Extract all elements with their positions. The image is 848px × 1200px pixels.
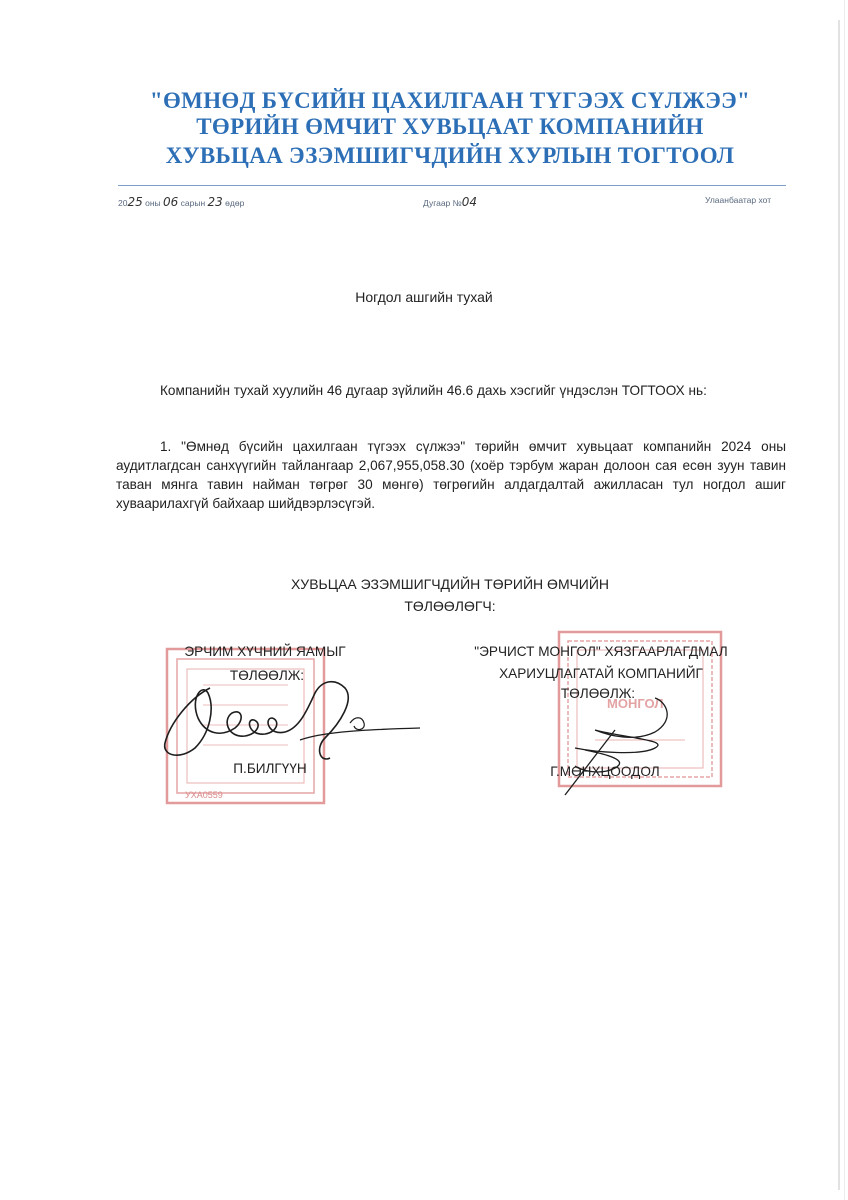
representative-label: ТӨЛӨӨЛӨГЧ: — [404, 598, 496, 614]
right-signature — [555, 690, 705, 800]
number-handwritten: 04 — [461, 195, 478, 209]
left-signatory-org: ЭРЧИМ ХҮЧНИЙ ЯАМЫГ — [184, 644, 346, 659]
representative-title: ХУВЬЦАА ЭЗЭМШИГЧДИЙН ТӨРИЙН ӨМЧИЙН — [290, 576, 610, 592]
date-year-handwritten: 25 — [127, 195, 143, 209]
date-year-prefix: 20 — [118, 198, 128, 208]
right-signatory-org-line2: ХАРИУЦЛАГАТАЙ КОМПАНИЙГ — [499, 666, 703, 681]
body-paragraph-basis: Компанийн тухай хуулийн 46 дугаар зүйлийн 46.6 дахь хэсгийг үндэслэн ТОГТООХ нь: — [160, 383, 707, 398]
body-paragraph-decision: 1. "Өмнөд бүсийн цахилгаан түгээх сүлжээ" төрийн өмчит хувьцаат компанийн 2024 оны аудитлагдсан санхүүгийн тайлангаар 2,067,955,058.30 (хоёр тэрбум жаран долоон сая есөн зуун тавин таван мянга тавин найман төгрөг 30 мөнгө) төгрөгийн алдагдалтай ажилласан тул ногдол ашиг хуваарилахгүй байхаар шийдвэрлэсүгэй. — [116, 439, 786, 511]
header-company-name: "ӨМНӨД БҮСИЙН ЦАХИЛГААН ТҮГЭЭХ СҮЛЖЭЭ" — [149, 88, 751, 113]
right-signatory-org-line1: "ЭРЧИСТ МОНГОЛ" ХЯЗГААРЛАГДМАЛ — [474, 644, 728, 659]
left-signatory-name: П.БИЛГҮҮН — [233, 761, 307, 776]
right-signatory-name: Г.МӨНХЦООДОЛ — [550, 764, 660, 779]
date-month-suffix: сарын — [178, 198, 208, 208]
date-year-suffix: оны — [142, 198, 164, 208]
left-signatory-role: ТӨЛӨӨЛЖ: — [229, 668, 305, 683]
ministry-stamp-code: УХА0559 — [185, 790, 223, 800]
header-resolution-title: ХУВЬЦАА ЭЗЭМШИГЧДИЙН ХУРЛЫН ТОГТООЛ — [165, 143, 735, 168]
company-stamp-text: МОНГОЛ — [607, 696, 664, 711]
resolution-subject: Ногдол ашгийн тухай — [355, 289, 493, 305]
header-divider — [118, 185, 786, 186]
left-signature — [150, 668, 430, 778]
date-month-handwritten: 06 — [163, 195, 179, 209]
resolution-number — [423, 195, 477, 209]
number-label: Дугаар № — [423, 198, 462, 208]
date-day-handwritten: 23 — [207, 195, 223, 209]
resolution-city: Улаанбаатар хот — [705, 195, 772, 205]
right-signatory-role: ТӨЛӨӨЛЖ: — [560, 686, 636, 701]
header-company-type: ТӨРИЙН ӨМЧИТ ХУВЬЦААТ КОМПАНИЙН — [196, 114, 704, 139]
resolution-date — [118, 195, 244, 209]
date-day-suffix: өдөр — [222, 198, 245, 208]
